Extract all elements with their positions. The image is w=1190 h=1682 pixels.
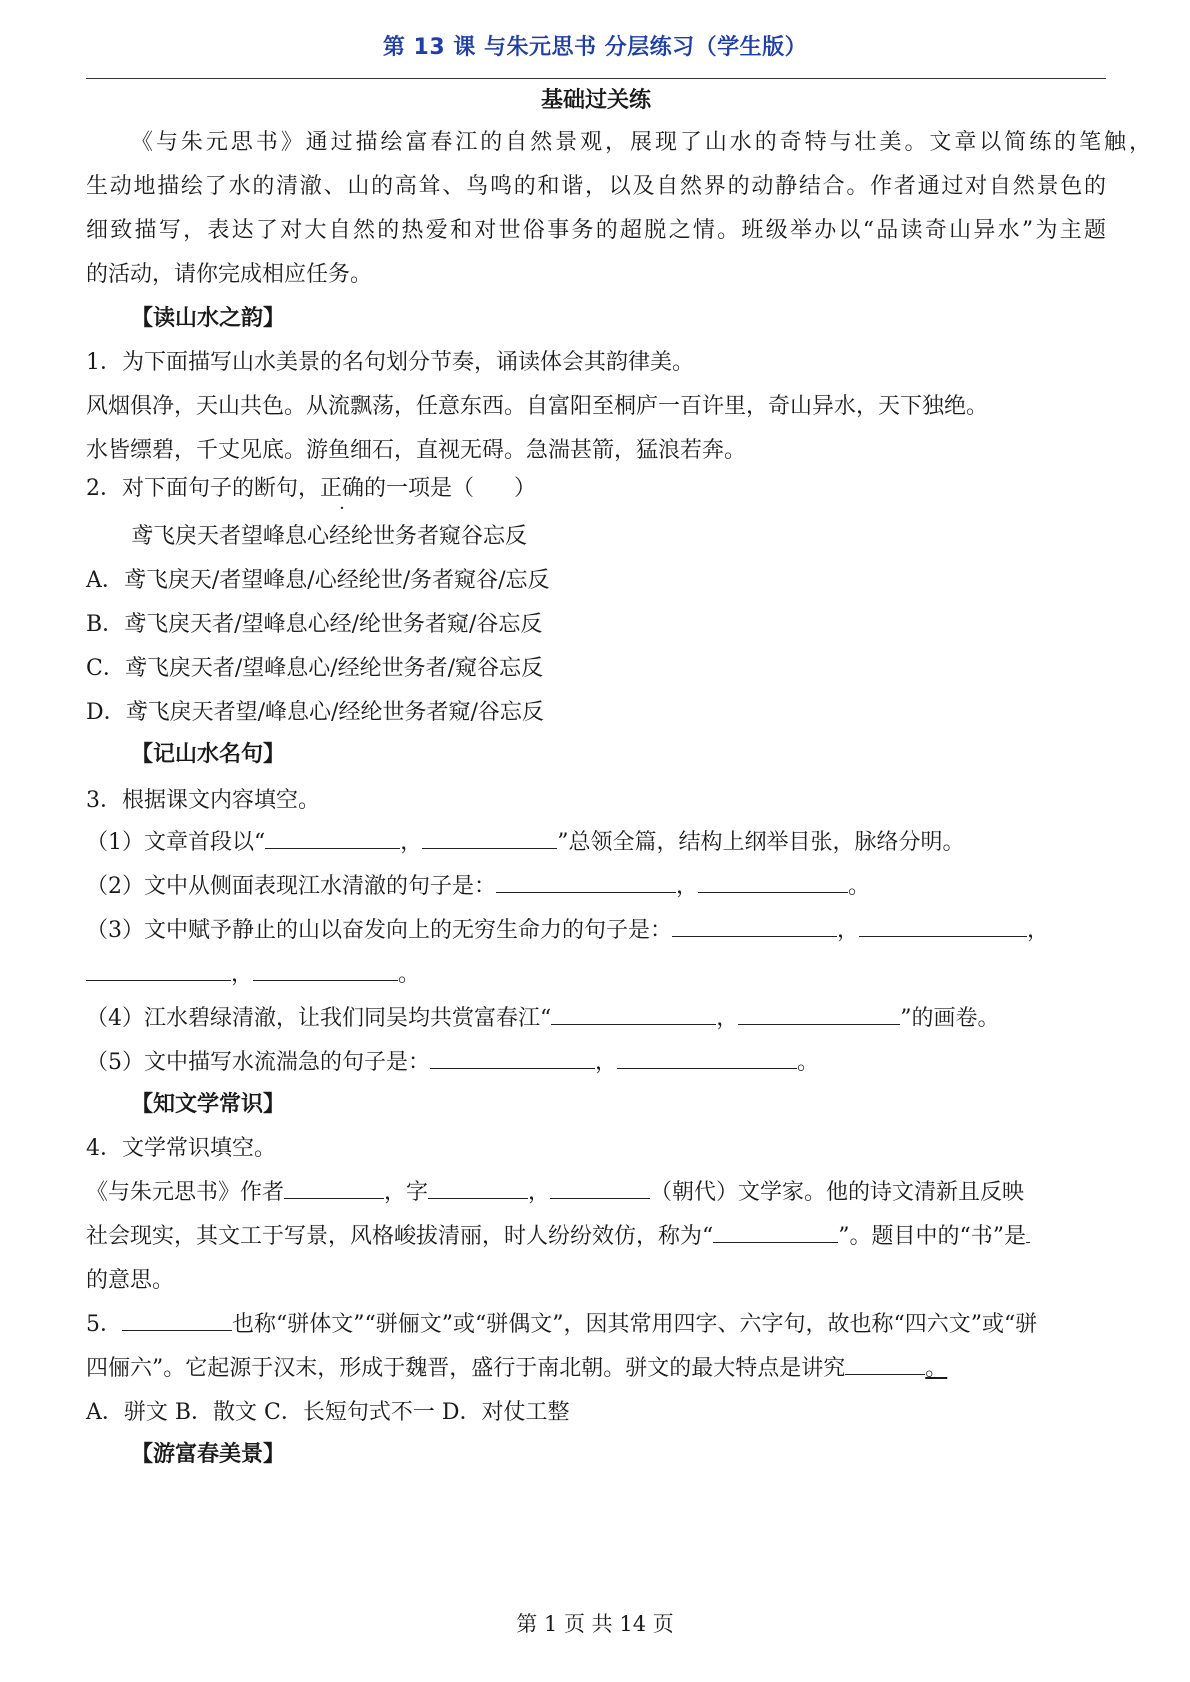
q3-stem: 3．根据课文内容填空。	[86, 788, 320, 813]
page-footer: 第 1 页 共 14 页	[516, 1612, 674, 1636]
q1-text-line-2: 水皆缥碧，千丈见底。游鱼细石，直视无碍。急湍甚箭，猛浪若奔。	[86, 438, 747, 463]
q2-stem	[86, 474, 1106, 504]
q5-blank-1[interactable]	[122, 1310, 232, 1331]
q3-1-text-a: （1）文章首段以“	[86, 830, 266, 855]
q3-2-text-b: ，	[676, 874, 699, 899]
q5-2-text-b: 。	[925, 1356, 948, 1381]
q3-3-text-d: ，	[231, 962, 254, 987]
q3-4-text-a: （4）江水碧绿清澈，让我们同吴均共赏富春江“	[86, 1006, 552, 1031]
q4-1-text-a: 《与朱元思书》作者	[86, 1180, 285, 1205]
q2-option-b: B．鸢飞戾天者/望峰息心经/纶世务者窥/谷忘反	[86, 612, 543, 637]
q3-item-5	[86, 1048, 1106, 1078]
q3-3-blank-1[interactable]	[672, 916, 837, 937]
q3-1-blank-1[interactable]	[265, 828, 400, 849]
q5-line-2	[86, 1354, 1106, 1384]
q3-3-text-b: ，	[837, 918, 860, 943]
q3-item-2	[86, 872, 1106, 902]
q3-3-text-e: 。	[398, 962, 421, 987]
q4-1-text-d: （朝代）文学家。他的诗文清新且反映	[650, 1180, 1025, 1205]
section-heading-literature: 【知文学常识】	[131, 1092, 286, 1117]
intro-line-2: 生动地描绘了水的清澈、山的高耸、鸟鸣的和谐，以及自然界的动静结合。作者通过对自然景色的	[86, 174, 1106, 199]
q3-5-blank-2[interactable]	[617, 1048, 797, 1069]
q3-5-text-a: （5）文中描写水流湍急的句子是：	[86, 1050, 430, 1075]
q4-line-2	[86, 1222, 1106, 1252]
q3-item-3	[86, 916, 1106, 946]
section-title: 基础过关练	[540, 88, 651, 113]
q2-emphasis: 正确	[320, 476, 365, 501]
q3-3-blank-3[interactable]	[86, 960, 231, 981]
q5-1-text-b: 也称“骈体文”“骈俪文”或“骈偶文”，因其常用四字、六字句，故也称“四六文”或“骈	[232, 1312, 1038, 1337]
q3-item-3-cont	[86, 960, 1106, 990]
q4-blank-meaning[interactable]	[1026, 1222, 1030, 1243]
intro-line-4: 的活动，请你完成相应任务。	[86, 262, 373, 287]
q5-blank-2[interactable]	[845, 1354, 925, 1375]
q2-option-c: C．鸢飞戾天者/望峰息心/经纶世务者/窥谷忘反	[86, 656, 544, 681]
q1-text-line-1: 风烟俱净，天山共色。从流飘荡，任意东西。自富阳至桐庐一百许里，奇山异水，天下独绝。	[86, 394, 989, 419]
q4-blank-author[interactable]	[284, 1178, 384, 1199]
q1-stem: 1．为下面描写山水美景的名句划分节奏，诵读体会其韵律美。	[86, 350, 694, 375]
q4-1-text-b: ，字	[384, 1180, 429, 1205]
q4-blank-courtesy-name[interactable]	[428, 1178, 528, 1199]
q3-4-blank-2[interactable]	[738, 1004, 900, 1025]
q3-3-text-a: （3）文中赋予静止的山以奋发向上的无穷生命力的句子是：	[86, 918, 672, 943]
q4-1-text-c: ，	[528, 1180, 551, 1205]
section-heading-tour: 【游富春美景】	[131, 1442, 286, 1467]
q3-1-text-c: ”总领全篇，结构上纲举目张，脉络分明。	[557, 830, 965, 855]
q3-4-text-c: ”的画卷。	[900, 1006, 1000, 1031]
q5-2-text-a: 四俪六”。它起源于汉末，形成于魏晋，盛行于南北朝。骈文的最大特点是讲究	[86, 1356, 846, 1381]
header-divider	[86, 78, 1106, 79]
q3-4-blank-1[interactable]	[551, 1004, 716, 1025]
q3-3-blank-4[interactable]	[253, 960, 398, 981]
q3-3-blank-2[interactable]	[859, 916, 1027, 937]
q4-blank-dynasty[interactable]	[550, 1178, 650, 1199]
q4-2-text-b: ”。题目中的“书”是	[838, 1224, 1026, 1249]
q4-line-1	[86, 1178, 1106, 1208]
q3-1-text-b: ，	[400, 830, 423, 855]
q2-stem-a: 2．对下面句子的断句，	[86, 476, 320, 501]
q3-3-text-c: ，	[1027, 918, 1050, 943]
q4-blank-style[interactable]	[713, 1222, 838, 1243]
q3-4-text-b: ，	[716, 1006, 739, 1031]
q2-option-d: D．鸢飞戾天者望/峰息心/经纶世务者窥/谷忘反	[86, 700, 544, 725]
q3-1-blank-2[interactable]	[422, 828, 557, 849]
q4-stem: 4．文学常识填空。	[86, 1136, 276, 1161]
q3-item-1	[86, 828, 1106, 858]
q3-2-text-a: （2）文中从侧面表现江水清澈的句子是：	[86, 874, 496, 899]
q5-options: A．骈文 B．散文 C．长短句式不一 D．对仗工整	[86, 1400, 570, 1425]
intro-line-1: 《与朱元思书》通过描绘富春江的自然景观，展现了山水的奇特与壮美。文章以简练的笔触，	[131, 130, 1151, 155]
q4-line-3: 的意思。	[86, 1268, 175, 1293]
intro-line-3: 细致描写，表达了对大自然的热爱和对世俗事务的超脱之情。班级举办以“品读奇山异水”为主题	[86, 218, 1106, 243]
q3-5-text-b: ，	[595, 1050, 618, 1075]
q2-stem-b: 的一项是（	[364, 476, 475, 501]
q3-2-blank-1[interactable]	[496, 872, 676, 893]
q3-2-blank-2[interactable]	[698, 872, 848, 893]
q3-2-text-c: 。	[848, 874, 871, 899]
q5-line-1	[86, 1310, 1106, 1340]
q3-item-4	[86, 1004, 1106, 1034]
q3-5-blank-1[interactable]	[430, 1048, 595, 1069]
q2-sentence: 鸢飞戾天者望峰息心经纶世务者窥谷忘反	[131, 524, 528, 549]
q3-5-text-c: 。	[797, 1050, 820, 1075]
section-heading-remember: 【记山水名句】	[131, 742, 286, 767]
q2-stem-c: ）	[514, 476, 537, 501]
q2-option-a: A．鸢飞戾天/者望峰息/心经纶世/务者窥谷/忘反	[86, 568, 550, 593]
q4-2-text-a: 社会现实，其文工于写景，风格峻拔清丽，时人纷纷效仿，称为“	[86, 1224, 714, 1249]
section-heading-read: 【读山水之韵】	[131, 306, 286, 331]
q5-1-text-a: 5．	[86, 1312, 122, 1337]
page-title: 第 13 课 与朱元思书 分层练习（学生版）	[382, 35, 808, 60]
